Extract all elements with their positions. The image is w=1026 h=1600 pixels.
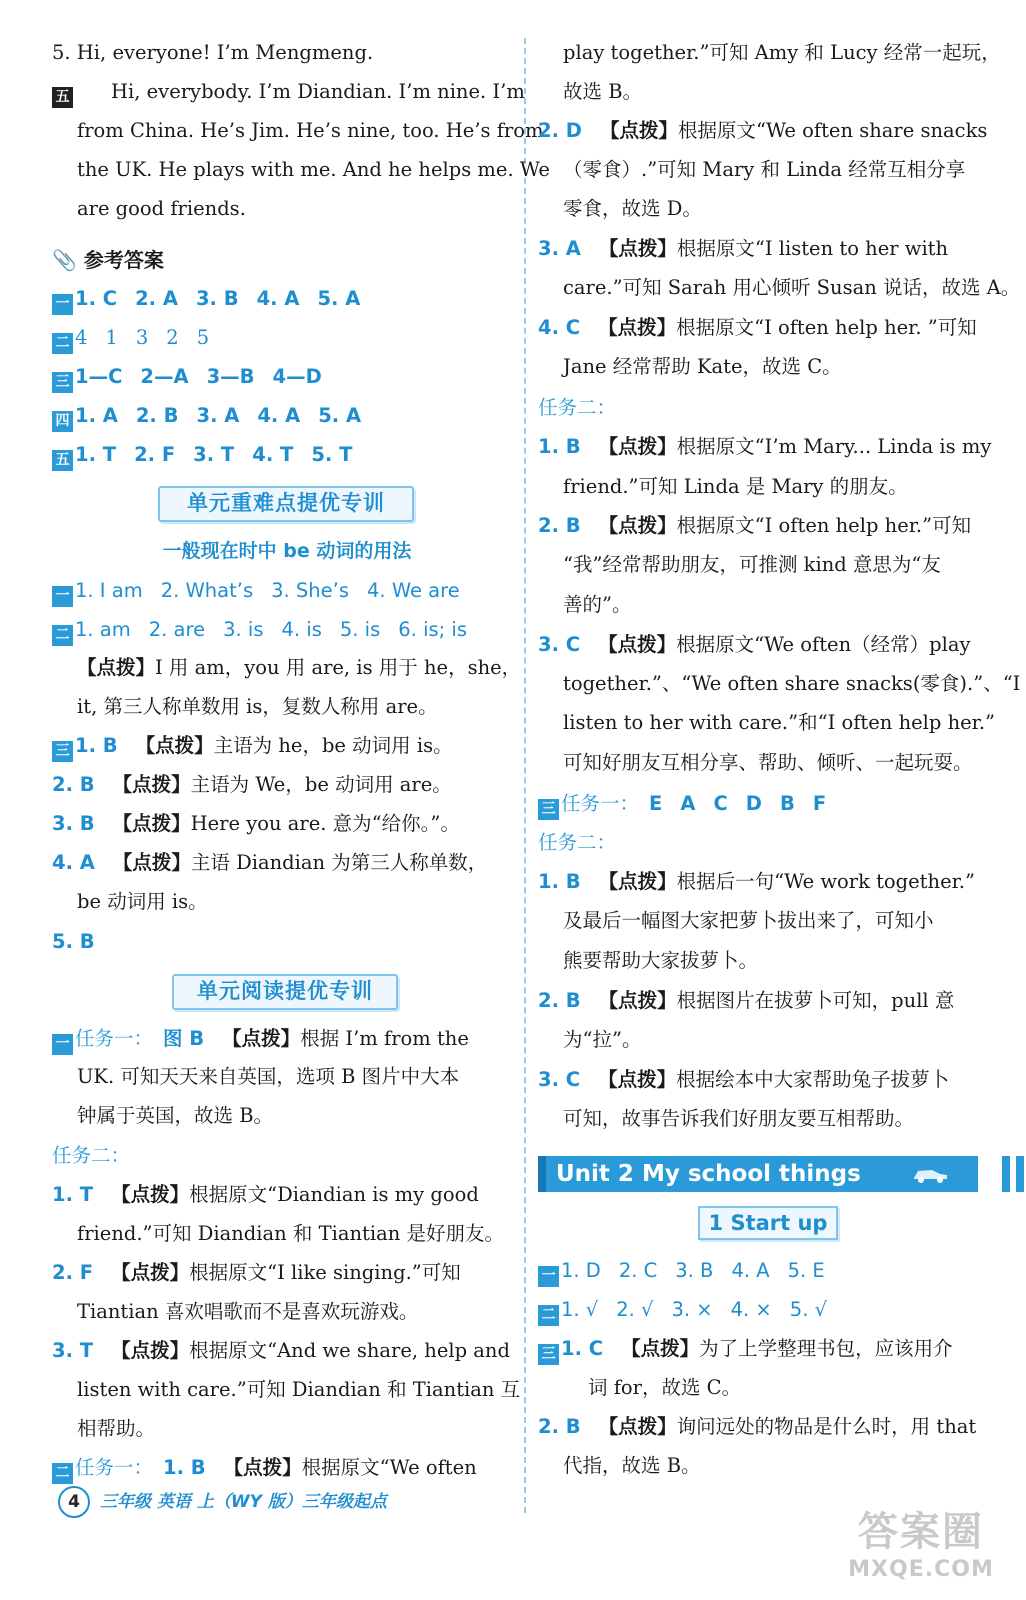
answer-number: 3. A	[538, 237, 581, 260]
answer: 2. F	[134, 443, 176, 466]
unit-bar-accent	[1002, 1156, 1010, 1192]
task-label: 任务一：	[561, 792, 640, 815]
tip-line: 钟属于英国，故选 B。	[77, 1104, 274, 1127]
section-five-badge: 五	[52, 87, 73, 108]
tip-line: “我”经常帮助朋友，可推测 kind 意思为“友	[563, 553, 941, 576]
tip-text: 根据绘本中大家帮助兔子拔萝卜	[676, 1068, 950, 1091]
tip-line: 为“拉”。	[563, 1028, 642, 1051]
tip-line	[77, 653, 521, 683]
tip-label: 【点拨】	[598, 237, 677, 260]
tip-line: friend.”可知 Linda 是 Mary 的朋友。	[563, 475, 908, 498]
answer-number: 1. B	[75, 734, 118, 757]
answer: 4. T	[252, 443, 294, 466]
tip-line: 故选 B。	[563, 80, 643, 103]
answer-line	[538, 432, 991, 462]
answer: E	[649, 792, 663, 815]
watermark-logo	[826, 1508, 1016, 1592]
tip-text: 根据原文“I like singing.”可知	[189, 1261, 461, 1284]
answer-line	[52, 848, 487, 878]
answer: B	[779, 792, 795, 815]
answer-line	[52, 809, 460, 839]
answer: 4. A	[256, 287, 300, 310]
answer-number: 3. C	[538, 633, 581, 656]
tip-text: 询问远处的物品是什么时，用 that	[676, 1415, 977, 1438]
answer-line	[52, 1180, 479, 1210]
answer: 3. is	[223, 618, 264, 641]
text-line	[52, 77, 525, 107]
answer-number: 1. T	[52, 1183, 94, 1206]
section-banner: 单元重难点提优专训	[158, 486, 414, 522]
tip-line: 熊要帮助大家拔萝卜。	[563, 949, 759, 972]
section-badge: 一	[52, 294, 73, 315]
answer-heading-text: 参考答案	[83, 248, 164, 272]
answer: 3. ×	[671, 1298, 713, 1321]
answer: 5. T	[311, 443, 353, 466]
section-banner: 单元阅读提优专训	[172, 974, 398, 1010]
answer: 5. E	[787, 1259, 825, 1282]
answer-line	[538, 1334, 953, 1364]
tip-label: 【点拨】	[112, 773, 191, 796]
tip-label: 【点拨】	[598, 870, 677, 893]
column-divider	[524, 38, 526, 1513]
answer-row	[52, 615, 467, 645]
answer-number: 图 B	[163, 1027, 205, 1050]
task-label: 任务一：	[75, 1456, 154, 1479]
answer: 3. B	[195, 287, 239, 310]
tip-line: 可知好朋友互相分享、帮助、倾听、一起玩耍。	[563, 751, 973, 774]
answer: A	[680, 792, 696, 815]
unit-bar-accent	[1016, 1156, 1024, 1192]
tip-text: 根据图片在拔萝卜可知，pull 意	[676, 989, 955, 1012]
answer: 3—B	[206, 365, 255, 388]
tip-line: 可知，故事告诉我们好朋友要互相帮助。	[563, 1107, 915, 1130]
answer-line	[538, 511, 971, 541]
tip-label: 【点拨】	[112, 812, 191, 835]
tip-line: play together.”可知 Amy 和 Lucy 经常一起玩，	[563, 41, 1001, 64]
answer: 2. What’s	[160, 579, 254, 602]
answer-line	[538, 1412, 976, 1442]
answer: 4. We are	[367, 579, 460, 602]
tip-label: 【点拨】	[598, 435, 677, 458]
answer-line	[52, 1024, 469, 1054]
tip-label: 【点拨】	[598, 1415, 677, 1438]
task-label: 任务二：	[538, 831, 617, 854]
answer: F	[812, 792, 827, 815]
tip-line: 代指，故选 B。	[563, 1454, 701, 1477]
answer-line	[52, 731, 453, 761]
answer: 4. A	[731, 1259, 770, 1282]
answer-number: 1. C	[561, 1337, 604, 1360]
tip-line: it, 第三人称单数用 is，复数人称用 are。	[77, 695, 438, 718]
section-badge: 四	[52, 411, 73, 432]
answer-number: 2. D	[538, 119, 582, 142]
answer: 4—D	[272, 365, 322, 388]
tip-text: 根据原文“I often help her. ”可知	[676, 316, 977, 339]
answer: 4. A	[257, 404, 301, 427]
answer-number: 2. B	[538, 1415, 581, 1438]
answer: 1. am	[75, 618, 131, 641]
answer: 1. D	[561, 1259, 601, 1282]
tip-label: 【点拨】	[223, 1456, 302, 1479]
answer-line	[538, 116, 987, 146]
paperclip-icon: 📎	[52, 248, 77, 272]
passage-line: are good friends.	[77, 197, 246, 220]
tip-label: 【点拨】	[598, 1068, 677, 1091]
answer: 2. B	[135, 404, 179, 427]
answer: 3. B	[675, 1259, 714, 1282]
text-line: 5. Hi, everyone! I’m Mengmeng.	[52, 41, 374, 64]
answer-row	[52, 362, 322, 392]
tip-line: 相帮助。	[77, 1417, 156, 1440]
answer-number: 1. B	[538, 870, 581, 893]
answer: 2. A	[135, 287, 178, 310]
answer: 4. is	[281, 618, 322, 641]
answer-line	[538, 986, 954, 1016]
tip-label: 【点拨】	[599, 119, 678, 142]
task-label: 任务二：	[538, 396, 617, 419]
tip-line: 及最后一幅图大家把萝卜拔出来了，可知小	[563, 909, 934, 932]
answer: 2	[166, 326, 179, 349]
tip-line: together.”、“We often share snacks(零食).”、“I	[563, 672, 1021, 695]
tip-text: 主语 Diandian 为第三人称单数，	[190, 851, 488, 874]
footer-text: 三年级 英语 上（WY 版）三年级起点	[100, 1492, 387, 1512]
answer: 1. T	[75, 443, 117, 466]
answer-line	[52, 770, 452, 800]
tip-line: （零食）.”可知 Mary 和 Linda 经常互相分享	[563, 158, 966, 181]
answer-number: 3. T	[52, 1339, 94, 1362]
answer-line	[52, 1336, 510, 1366]
answer: 5. A	[318, 404, 362, 427]
tip-text: 根据原文“We often share snacks	[677, 119, 988, 142]
tip-text: 根据原文“I’m Mary... Linda is my	[676, 435, 992, 458]
answer-number: 2. B	[52, 773, 95, 796]
tip-line: friend.”可知 Diandian 和 Tiantian 是好朋友。	[77, 1222, 504, 1245]
answer-line	[52, 1258, 461, 1288]
answer: 5	[196, 326, 210, 349]
answer-line	[538, 1065, 949, 1095]
answer: 1. A	[75, 404, 118, 427]
tip-line: 善的”。	[563, 593, 632, 616]
answer: 3. A	[196, 404, 240, 427]
task-label: 任务二：	[52, 1144, 131, 1167]
answer-number: 3. C	[538, 1068, 581, 1091]
tip-text: 根据原文“We often	[301, 1456, 477, 1479]
section-badge: 三	[52, 372, 73, 393]
answer-line	[52, 1453, 477, 1483]
section-badge: 五	[52, 450, 73, 471]
tip-line: 零食，故选 D。	[563, 197, 702, 220]
passage-text: Hi, everybody. I’m Diandian. I’m nine. I’m	[111, 80, 525, 103]
answer-number: 4. A	[52, 851, 95, 874]
answer: 3. T	[193, 443, 235, 466]
tip-label: 【点拨】	[598, 514, 677, 537]
section-badge: 二	[538, 1305, 559, 1326]
tip-text: 根据 I’m from the	[300, 1027, 469, 1050]
tip-label: 【点拨】	[111, 1339, 190, 1362]
answer: 1	[105, 326, 118, 349]
answer-number: 1. B	[163, 1456, 206, 1479]
tip-text: Here you are. 意为“给你。”。	[190, 812, 460, 835]
tip-line: be 动词用 is。	[77, 890, 208, 913]
section-badge: 二	[52, 1463, 73, 1484]
tip-text: 主语为 he，be 动词用 is。	[213, 734, 453, 757]
tip-line: UK. 可知天天来自英国，选项 B 图片中大本	[77, 1065, 460, 1088]
tip-line: listen to her with care.”和“I often help her.”	[563, 711, 996, 734]
tip-label: 【点拨】	[598, 633, 677, 656]
answer: 5. √	[789, 1298, 828, 1321]
tip-label: 【点拨】	[222, 1027, 301, 1050]
tip-label: 【点拨】	[135, 734, 214, 757]
page-footer	[58, 1486, 387, 1518]
section-badge: 三	[538, 1344, 559, 1365]
answer: 1. I am	[75, 579, 143, 602]
answer: 4. ×	[730, 1298, 772, 1321]
answer: 6. is; is	[398, 618, 467, 641]
tip-text: 根据后一句“We work together.”	[676, 870, 975, 893]
answer-line	[538, 234, 948, 264]
task-label: 任务一：	[75, 1027, 154, 1050]
tip-label: 【点拨】	[621, 1337, 700, 1360]
section-badge: 一	[52, 586, 73, 607]
answer-line	[538, 630, 971, 660]
answer: C	[713, 792, 728, 815]
watermark-title: 答案圈	[858, 1509, 984, 1555]
unit-bar-accent	[538, 1156, 546, 1192]
unit-title-bar	[538, 1156, 978, 1192]
car-icon	[910, 1164, 950, 1184]
tip-label: 【点拨】	[111, 1261, 190, 1284]
section-badge: 二	[52, 333, 73, 354]
section-badge: 三	[52, 741, 73, 762]
unit-title: Unit 2 My school things	[556, 1161, 861, 1187]
passage-line: from China. He’s Jim. He’s nine, too. He’s from	[77, 119, 544, 142]
tip-text: 根据原文“I listen to her with	[676, 237, 949, 260]
answer: 1—C	[75, 365, 123, 388]
tip-line: listen with care.”可知 Diandian 和 Tiantian 互	[77, 1378, 521, 1401]
passage-line: the UK. He plays with me. And he helps me. We	[77, 158, 550, 181]
tip-line: 词 for，故选 C。	[588, 1376, 742, 1399]
answer: 2. are	[148, 618, 206, 641]
answer-line	[538, 867, 975, 897]
answer: 2. C	[618, 1259, 658, 1282]
watermark-url: MXQE.COM	[848, 1557, 994, 1582]
answer-line	[538, 313, 977, 343]
answer-number: 3. B	[52, 812, 95, 835]
answer-row	[52, 401, 361, 431]
answer: 4	[75, 326, 88, 349]
tip-line: Jane 经常帮助 Kate，故选 C。	[563, 355, 842, 378]
answer: 1. C	[75, 287, 118, 310]
lesson-heading: 1 Start up	[698, 1206, 838, 1240]
answer: 2—A	[140, 365, 189, 388]
answer-number: 4. C	[538, 316, 581, 339]
tip-text: 为了上学整理书包，应该用介	[699, 1337, 953, 1360]
answer: 3. She’s	[271, 579, 350, 602]
answer-row	[52, 323, 209, 353]
answer-row	[52, 284, 360, 314]
answer: 1. √	[561, 1298, 599, 1321]
section-badge: 三	[538, 799, 559, 820]
answer: 5. is	[339, 618, 381, 641]
answer: 3	[135, 326, 149, 349]
section-badge: 一	[52, 1034, 73, 1055]
tip-text: I 用 am，you 用 are, is 用于 he，she，	[155, 656, 522, 679]
tip-text: 根据原文“I often help her.”可知	[676, 514, 972, 537]
answer: 5. A	[317, 287, 361, 310]
tip-label: 【点拨】	[112, 851, 191, 874]
answer: 2. √	[616, 1298, 654, 1321]
answer-row	[52, 440, 352, 470]
tip-text: 根据原文“Diandian is my good	[189, 1183, 479, 1206]
tip-label: 【点拨】	[598, 316, 677, 339]
tip-label: 【点拨】	[111, 1183, 190, 1206]
answer-number: 2. B	[538, 989, 581, 1012]
tip-label: 【点拨】	[77, 656, 156, 679]
tip-label: 【点拨】	[598, 989, 677, 1012]
answer-line	[52, 927, 95, 957]
answer-number: 5. B	[52, 930, 95, 953]
section-badge: 一	[538, 1266, 559, 1287]
tip-text: 根据原文“And we share, help and	[189, 1339, 510, 1362]
section-badge: 二	[52, 625, 73, 646]
page-number: 4	[58, 1486, 90, 1518]
answer-number: 2. F	[52, 1261, 94, 1284]
answer-number: 2. B	[538, 514, 581, 537]
section-subheading: 一般现在时中 be 动词的用法	[162, 540, 412, 562]
answer-number: 1. B	[538, 435, 581, 458]
answer-row	[52, 576, 460, 606]
answer-heading	[52, 245, 164, 275]
answer: D	[745, 792, 762, 815]
tip-line: care.”可知 Sarah 用心倾听 Susan 说话，故选 A。	[563, 276, 1021, 299]
answer-row	[538, 1295, 827, 1325]
tip-line: Tiantian 喜欢唱歌而不是喜欢玩游戏。	[77, 1300, 419, 1323]
answer-row	[538, 1256, 825, 1286]
tip-text: 根据原文“We often（经常）play	[676, 633, 971, 656]
tip-text: 主语为 We，be 动词用 are。	[190, 773, 452, 796]
answer-row	[538, 789, 826, 819]
